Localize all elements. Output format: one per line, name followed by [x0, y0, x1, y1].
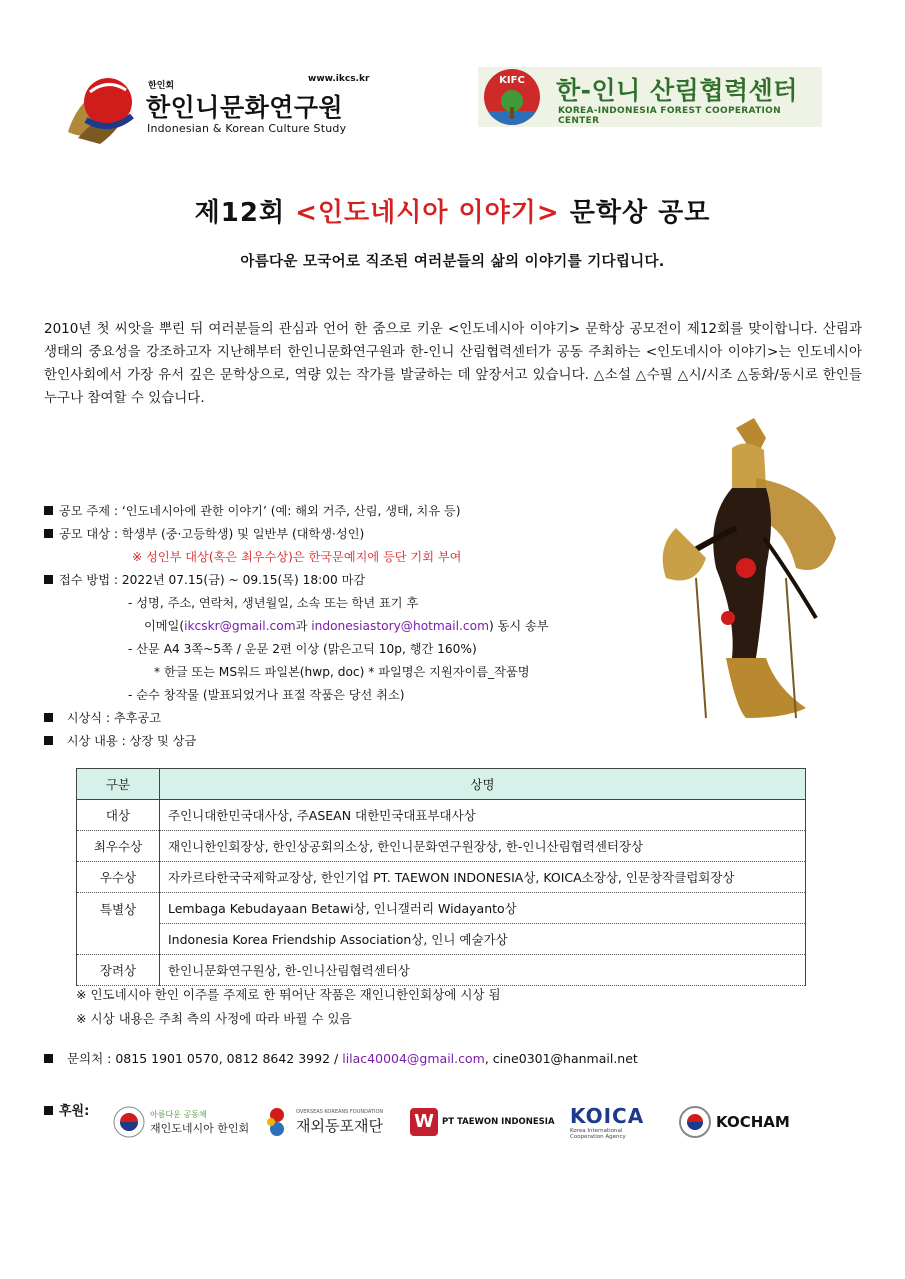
awards-table-header: [77, 769, 806, 800]
taewon-logo-icon: W: [410, 1108, 438, 1136]
sponsor-korean-association-name: 재인도네시아 한인회: [150, 1121, 250, 1135]
korean-association-logo-icon: [112, 1105, 146, 1139]
award-category: 최우수상: [77, 831, 160, 862]
detail-target: [44, 523, 644, 546]
detail-submission: [44, 569, 644, 592]
sponsors-label: [44, 1100, 89, 1119]
detail-sub2: [44, 615, 644, 638]
award-names: 자카르타한국국제학교장상, 한인기업 PT. TAEWON INDONESIA상, KOICA소장상, 인문창작클럽회장상: [160, 862, 806, 893]
ikcs-logo: [60, 72, 400, 152]
sponsor-taewon-name: PT TAEWON INDONESIA: [442, 1117, 555, 1127]
contest-details: [44, 500, 644, 753]
detail-theme-text: 공모 주제 : ‘인도네시아에 관한 이야기’ (예: 해외 거주, 산림, 생태, 치유 등): [59, 504, 461, 518]
detail-sub4: * 한글 또는 MS워드 파일본(hwp, doc) * 파일명은 지원자이름_작품명: [154, 665, 530, 679]
award-names: 재인니한인회장상, 한인상공회의소상, 한인니문화연구원장상, 한-인니산림협력센터장상: [160, 831, 806, 862]
sponsor-korean-association: [112, 1100, 252, 1144]
kifc-name: 한-인니 산림협력센터: [556, 76, 798, 105]
title-prefix: 제12회: [194, 198, 296, 228]
detail-ceremony-text: 시상식 : 추후공고: [66, 711, 162, 725]
title-highlight: <인도네시아 이야기>: [295, 198, 560, 228]
table-row: [77, 831, 806, 862]
square-bullet-icon: [44, 1106, 53, 1115]
sponsor-kocham: [678, 1100, 798, 1144]
email-link-lilac[interactable]: lilac40004@gmail.com: [342, 1051, 485, 1066]
kifc-logo: [478, 67, 822, 127]
award-category: 특별상: [77, 893, 160, 955]
award-category: 장려상: [77, 955, 160, 986]
kifc-badge-text: KIFC: [499, 75, 525, 86]
email-link-indonesiastory[interactable]: indonesiastory@hotmail.com: [311, 619, 489, 633]
square-bullet-icon: [44, 529, 53, 538]
sponsor-koica: [570, 1100, 665, 1144]
table-row: [77, 893, 806, 924]
ikcs-small-label: 한인회: [148, 81, 175, 91]
sponsor-koica-name: KOICA: [570, 1104, 645, 1128]
note-item: ※ 시상 내용은 주최 측의 사정에 따라 바뀔 수 있음: [76, 1011, 352, 1026]
ikcs-name: 한인니문화연구원: [146, 93, 344, 122]
sponsor-okf-name: 재외동포재단: [296, 1116, 383, 1135]
square-bullet-icon: [44, 1054, 53, 1063]
detail-target-text: 공모 대상 : 학생부 (중·고등학생) 및 일반부 (대학생·성인): [59, 527, 365, 541]
sponsor-taewon: [410, 1100, 555, 1144]
note-item: ※ 인도네시아 한인 이주를 주제로 한 뛰어난 작품은 재인니한인회상에 시상 됨: [76, 987, 501, 1002]
award-category: 우수상: [77, 862, 160, 893]
wayang-puppet-icon: [636, 418, 856, 724]
square-bullet-icon: [44, 575, 53, 584]
ikcs-url: www.ikcs.kr: [308, 74, 370, 84]
contact-line: [44, 1049, 638, 1067]
awards-table: [76, 768, 806, 986]
table-row: [77, 800, 806, 831]
sub2-pre: 이메일(: [144, 619, 185, 633]
sub2-post: ) 동시 송부: [488, 619, 549, 633]
kocham-logo-icon: [678, 1105, 712, 1139]
kifc-subtitle: KOREA-INDONESIA FOREST COOPERATION CENTER: [558, 106, 781, 126]
detail-target-note: ※ 성인부 대상(혹은 최우수상)은 한국문예지에 등단 기회 부여: [132, 550, 462, 564]
contact-label: 문의처 : 0815 1901 0570, 0812 8642 3992 /: [66, 1051, 343, 1066]
sponsor-okf: [262, 1100, 402, 1144]
detail-submission-text: 접수 방법 : 2022년 07.15(금) ~ 09.15(목) 18:00 마감: [59, 573, 366, 587]
header-category: 구분: [77, 769, 160, 800]
sponsors-label-text: 후원:: [59, 1104, 90, 1119]
email-cine[interactable]: cine0301@hanmail.net: [492, 1051, 638, 1066]
detail-sub5: - 순수 창작물 (발표되었거나 표절 작품은 당선 취소): [128, 688, 405, 702]
table-row: [77, 955, 806, 986]
award-names: Indonesia Korea Friendship Association상, 인니 예술가상: [160, 924, 806, 955]
detail-theme: [44, 500, 644, 523]
award-names: Lembaga Kebudayaan Betawi상, 인니갤러리 Widayanto상: [160, 893, 806, 924]
ikcs-emblem-icon: [60, 72, 146, 152]
ikcs-subtitle: Indonesian & Korean Culture Study: [147, 122, 347, 135]
award-names: 주인니대한민국대사상, 주ASEAN 대한민국대표부대사상: [160, 800, 806, 831]
sponsor-koica-sub: Korea International Cooperation Agency: [570, 1128, 626, 1140]
award-notes: [76, 983, 501, 1031]
intro-paragraph: 2010년 첫 씨앗을 뿌린 뒤 여러분들의 관심과 언어 한 줌으로 키운 <인도네시아 이야기> 문학상 공모전이 제12회를 맞이합니다. 산림과 생태의 중요성을 강조하고자 지난해부터 한인니문화연구원과 한-인니 산림협력센터가 공동 주최하는 <인도네시아 이야기>는 인도네시아 한인사회에서 가장 유서 깊은 문학상으로, 역량 있는 작가를 발굴하는 데 앞장서고 있습니다. △소설 △수필 △시/시조 △동화/동시로 한인들 누구나 참여할 수 있습니다.: [44, 321, 862, 406]
sponsor-korean-association-top: 아름다운 공동체: [150, 1109, 207, 1119]
page-title: [0, 192, 905, 229]
sponsor-okf-top: OVERSEAS KOREANS FOUNDATION: [296, 1108, 384, 1115]
table-row: [77, 862, 806, 893]
page-subtitle: 아름다운 모국어로 직조된 여러분들의 삶의 이야기를 기다립니다.: [240, 254, 665, 270]
detail-sub3: - 산문 A4 3쪽~5쪽 / 운문 2편 이상 (맑은고딕 10p, 행간 160%): [128, 642, 477, 656]
email-link-ikcskr[interactable]: ikcskr@gmail.com: [184, 619, 296, 633]
detail-prize-text: 시상 내용 : 상장 및 상금: [66, 734, 197, 748]
table-row: [77, 924, 806, 955]
square-bullet-icon: [44, 506, 53, 515]
award-category: 대상: [77, 800, 160, 831]
title-suffix: 문학상 공모: [559, 198, 711, 228]
sponsor-kocham-name: KOCHAM: [716, 1113, 790, 1131]
sub2-mid: 과: [295, 619, 312, 633]
square-bullet-icon: [44, 736, 53, 745]
award-names: 한인니문화연구원상, 한-인니산림협력센터상: [160, 955, 806, 986]
kifc-badge-icon: [484, 69, 540, 125]
detail-sub1: - 성명, 주소, 연락처, 생년월일, 소속 또는 학년 표기 후: [128, 596, 419, 610]
detail-ceremony: [44, 707, 644, 730]
header-award-names: 상명: [160, 769, 806, 800]
square-bullet-icon: [44, 713, 53, 722]
detail-prize-content: [44, 730, 644, 753]
contact-sep: ,: [484, 1051, 493, 1066]
okf-logo-icon: [262, 1105, 292, 1139]
